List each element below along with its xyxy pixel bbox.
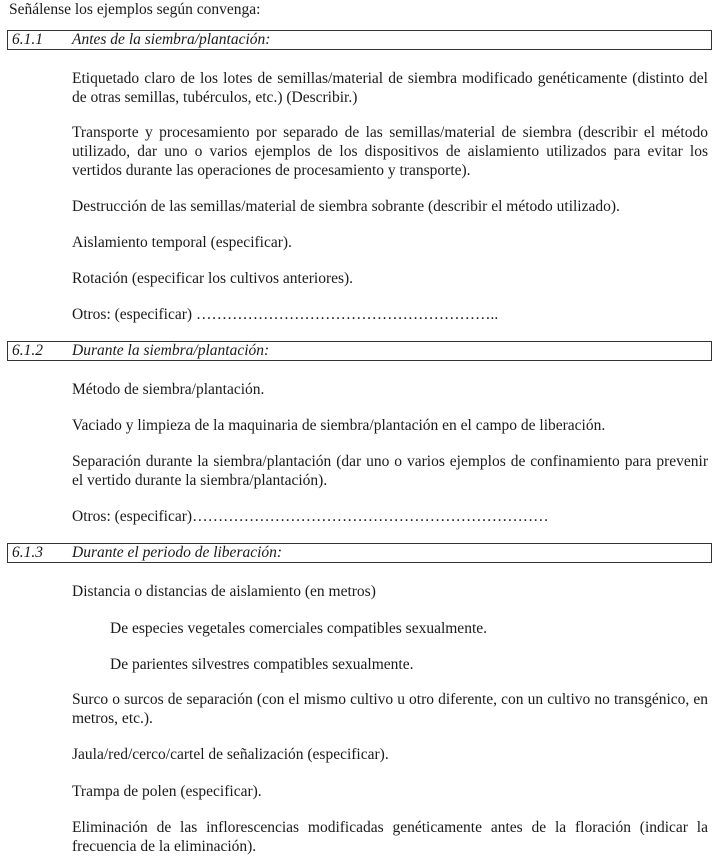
section-header-6-1-1 bbox=[7, 30, 712, 50]
section-header-6-1-3 bbox=[7, 543, 712, 563]
section-number: 6.1.2 bbox=[12, 342, 43, 359]
list-item: Transporte y procesamiento por separado de las semillas/material de siembra (describir el método utilizado, dar uno o varios ejemplos de los dispositivos de aislamiento utilizados para evitar los vertidos durante las operaciones de procesamiento y transporte). bbox=[72, 124, 708, 179]
list-item: Etiquetado claro de los lotes de semillas/material de siembra modificado genéticamente (distinto del de otras semillas, tubérculos, etc.) (Describir.) bbox=[72, 70, 708, 106]
list-item: De especies vegetales comerciales compatibles sexualmente. bbox=[110, 620, 488, 637]
list-item: Distancia o distancias de aislamiento (en metros) bbox=[72, 583, 376, 600]
list-item: Destrucción de las semillas/material de siembra sobrante (describir el método utilizado). bbox=[72, 198, 620, 215]
section-header-6-1-2 bbox=[7, 341, 712, 361]
list-item: Eliminación de las inflorescencias modificadas genéticamente antes de la floración (indicar la frecuencia de la eliminación). bbox=[72, 819, 708, 855]
list-item: Jaula/red/cerco/cartel de señalización (especificar). bbox=[72, 746, 389, 763]
section-title: Antes de la siembra/plantación: bbox=[72, 31, 271, 48]
list-item: Surco o surcos de separación (con el mismo cultivo u otro diferente, con un cultivo no transgénico, en metros, etc.). bbox=[72, 691, 708, 727]
list-item: De parientes silvestres compatibles sexualmente. bbox=[110, 656, 414, 673]
list-item: Rotación (especificar los cultivos anteriores). bbox=[72, 270, 354, 287]
section-title: Durante el periodo de liberación: bbox=[72, 544, 283, 561]
section-title: Durante la siembra/plantación: bbox=[72, 342, 270, 359]
list-item: Aislamiento temporal (especificar). bbox=[72, 234, 292, 251]
list-item: Otros: (especificar)…………………………………………………………… bbox=[72, 508, 549, 525]
section-number: 6.1.1 bbox=[12, 31, 43, 48]
list-item: Vaciado y limpieza de la maquinaria de siembra/plantación en el campo de liberación. bbox=[72, 417, 606, 434]
list-item: Método de siembra/plantación. bbox=[72, 381, 265, 398]
list-item: Otros: (especificar) ………………………………………………….. bbox=[72, 306, 499, 323]
list-item: Trampa de polen (especificar). bbox=[72, 783, 262, 800]
intro-text: Señálense los ejemplos según convenga: bbox=[9, 1, 261, 18]
list-item: Separación durante la siembra/plantación (dar uno o varios ejemplos de confinamiento para prevenir el vertido durante la siembra/plantación). bbox=[72, 453, 708, 489]
section-number: 6.1.3 bbox=[12, 544, 43, 561]
